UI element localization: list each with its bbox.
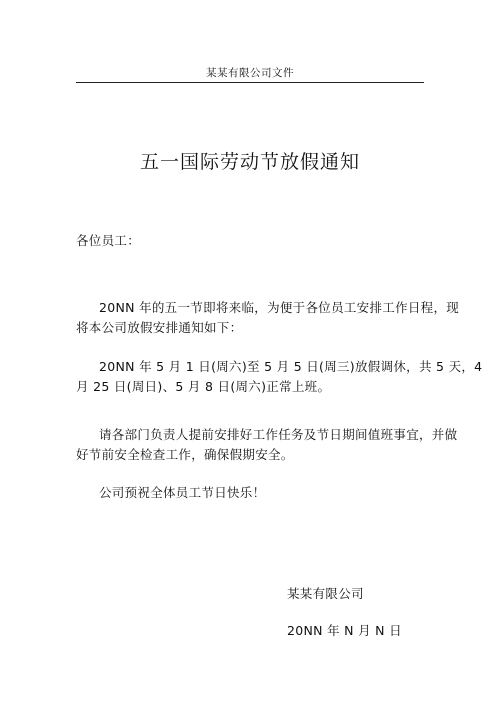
paragraph-instructions: [76, 425, 458, 465]
greeting-line: 各位员工：: [76, 233, 141, 248]
paragraph-line: 请各部门负责人提前安排好工作任务及节日期间值班事宜，并做: [99, 427, 458, 442]
paragraph-line: 将本公司放假安排通知如下：: [76, 320, 243, 335]
signature-company: 某某有限公司: [287, 586, 364, 601]
paragraph-line: 公司预祝全体员工节日快乐！: [99, 485, 266, 500]
document-title: 五一国际劳动节放假通知: [139, 151, 360, 173]
signature-date: 20NN 年 N 月 N 日: [287, 623, 402, 638]
header-title: 某某有限公司文件: [206, 67, 294, 79]
paragraph-line: 20NN 年的五一节即将来临，为便于各位员工安排工作日程，现: [99, 300, 460, 315]
paragraph-schedule: [76, 357, 483, 397]
paragraph-wishes: [76, 483, 426, 503]
paragraph-line: 月 25 日(周日)、5 月 8 日(周六)正常上班。: [76, 379, 331, 394]
paragraph-line: 好节前安全检查工作，确保假期安全。: [76, 447, 294, 462]
header-divider: [76, 82, 424, 83]
greeting: [76, 231, 426, 251]
paragraph-line: 20NN 年 5 月 1 日(周六)至 5 月 5 日(周三)放假调休，共 5 天，4: [99, 359, 483, 374]
paragraph-announcement: [76, 298, 460, 338]
